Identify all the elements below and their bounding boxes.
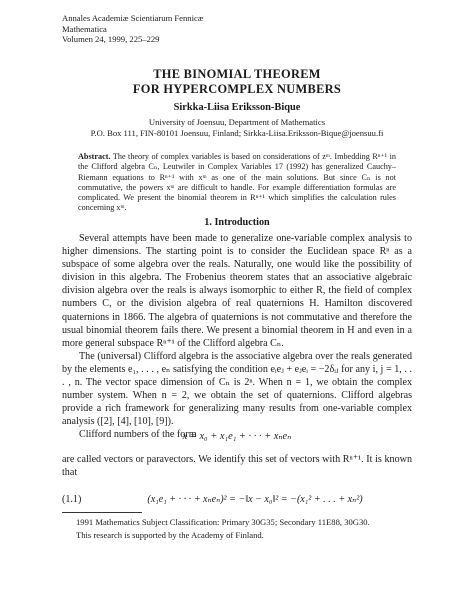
abstract-text: The theory of complex variables is based on considerations of zᵐ. Imbedding Rⁿ⁺¹ in the Clifford algebra Cₙ, Leutwiler in Complex Variables 17 (1992) has generalized Cauchy–Riemann equations to Rⁿ⁺¹ with xᵐ as one of the main solutions. But since Cₙ is not commutative, the powers xᵐ are difficult to handle. For example differentiation formulas are complicated. We present the binomial theorem in Rⁿ⁺¹ which simplifies the calculation rules concerning xᵐ. — [78, 152, 396, 213]
abstract — [78, 152, 396, 214]
abstract-label: Abstract. — [78, 152, 111, 161]
footnote-support: This research is supported by the Academy of Finland. — [76, 530, 264, 540]
journal-series: Mathematica — [62, 23, 107, 34]
body-text — [62, 232, 412, 442]
journal-header — [62, 13, 204, 45]
footnote-classification: 1991 Mathematics Subject Classification: Primary 30G35; Secondary 11E88, 30G30. — [76, 517, 370, 527]
body-text-continued — [62, 453, 412, 479]
author-affiliation — [0, 117, 474, 139]
footnote-rule — [62, 512, 142, 513]
paragraph-1: Several attempts have been made to generalize one-variable complex analysis to higher dimensions. The starting point is to consider the Euclidean space Rⁿ as a subspace of some algebra over the reals. Naturally, one would like the possibility of division in this algebra. The Frobenius theorem states that an associative algebraic division algebra over the reals is always isomorphic to either R, the field of complex numbers C, or the division algebra of real quaternions H. Hamilton discovered quaternions in 1866. The algebra of quaternions is not commutative and therefore the usual binomial theorem fails there. We present a binomial theorem in H and even in a more general subspace Rⁿ⁺¹ of the Clifford algebra Cₙ. — [62, 233, 412, 349]
paragraph-3: Clifford numbers of the form — [79, 429, 197, 441]
equation-paravector: x = x₀ + x₁e₁ + · · · + xₙeₙ — [182, 431, 292, 442]
section-heading: 1. Introduction — [204, 217, 270, 228]
title-line-2: FOR HYPERCOMPLEX NUMBERS — [132, 81, 342, 96]
equation-number: (1.1) — [62, 494, 82, 505]
affiliation-line-1: University of Joensuu, Department of Mathematics — [148, 117, 326, 127]
footnotes — [62, 516, 412, 542]
title-line-1: THE BINOMIAL THEOREM — [153, 67, 321, 81]
equation-body: (x₁e₁ + · · · + xₙeₙ)² = −‖x − x₀‖² = −(x₁² + . . . + xₙ²) — [147, 494, 363, 505]
journal-name: Annales Academiæ Scientiarum Fennicæ — [62, 13, 204, 23]
equation-1-1 — [62, 493, 412, 506]
paragraph-after-equation: are called vectors or paravectors. We identify this set of vectors with Rⁿ⁺¹. It is known that — [62, 454, 412, 479]
paragraph-2: The (universal) Clifford algebra is the associative algebra over the reals generated by the elements e₁, . . . , eₙ satisfying the condition eᵢeⱼ + eⱼeᵢ = −2δᵢⱼ for any i, j = 1, . . . , n. The vector space dimension of Cₙ is 2ⁿ. When n = 1, we obtain the complex number system. When n = 2, we obtain the set of quaternions. Clifford algebras provide a rich framework for generalizing many results from one-variable complex analysis ([2], [4], [10], [9]). — [62, 350, 412, 428]
affiliation-line-2: P.O. Box 111, FIN-80101 Joensuu, Finland; Sirkka-Liisa.Eriksson-Bique@joensuu.fi — [90, 128, 384, 138]
paper-title — [0, 67, 474, 96]
author-name: Sirkka-Liisa Eriksson-Bique — [173, 102, 301, 113]
journal-volume: Volumen 24, 1999, 225–229 — [62, 34, 160, 45]
